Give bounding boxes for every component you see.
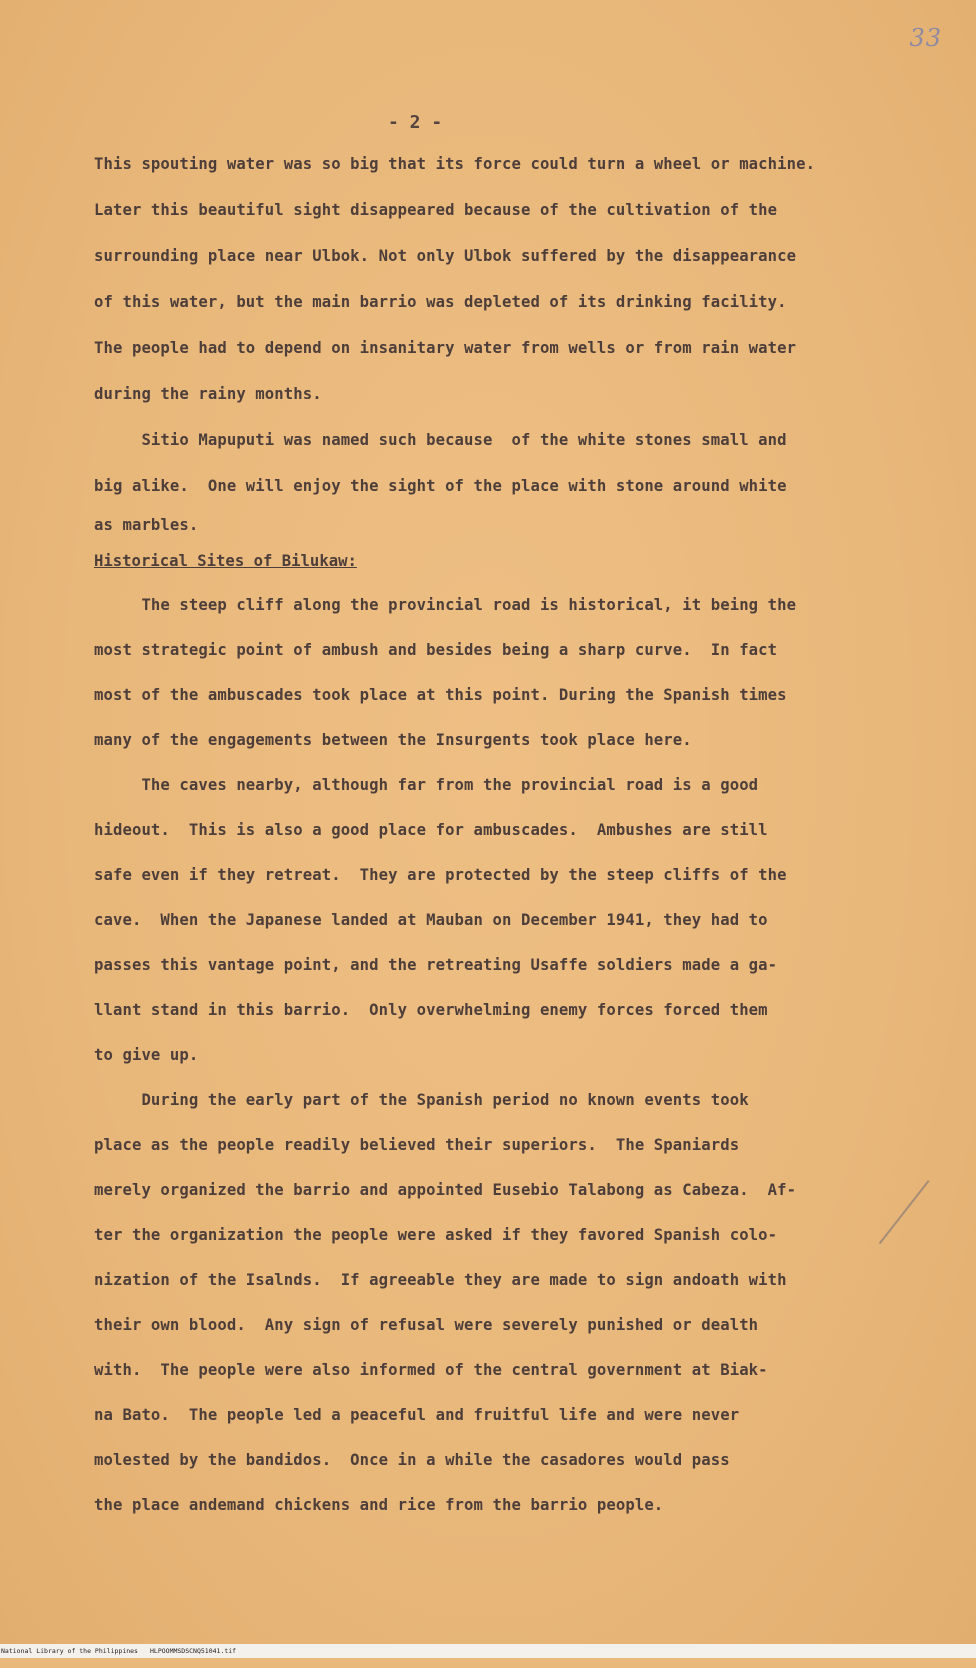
footer-file: HLPOOMMSDSCNQ51041.tif [150, 1647, 237, 1655]
text-line: surrounding place near Ulbok. Not only Ulbok suffered by the disappearance [94, 247, 797, 265]
text-line: passes this vantage point, and the retreating Usaffe soldiers made a ga- [94, 956, 778, 974]
text-line: Sitio Mapuputi was named such because of the white stones small and [94, 431, 787, 449]
text-line: This spouting water was so big that its force could turn a wheel or machine. [94, 155, 816, 173]
text-line: The people had to depend on insanitary water from wells or from rain water [94, 339, 797, 357]
text-line: as marbles. [94, 516, 199, 534]
text-line: the place andemand chickens and rice from the barrio people. [94, 1496, 664, 1514]
text-line: The steep cliff along the provincial road is historical, it being the [94, 596, 797, 614]
text-line: The caves nearby, although far from the provincial road is a good [94, 776, 759, 794]
text-line: merely organized the barrio and appointed Eusebio Talabong as Cabeza. Af- [94, 1181, 797, 1199]
text-line: with. The people were also informed of the central government at Biak- [94, 1361, 768, 1379]
text-line: safe even if they retreat. They are protected by the steep cliffs of the [94, 866, 787, 884]
text-line: ter the organization the people were asked if they favored Spanish colo- [94, 1226, 778, 1244]
text-line: most strategic point of ambush and besides being a sharp curve. In fact [94, 641, 778, 659]
text-line: place as the people readily believed their superiors. The Spaniards [94, 1136, 740, 1154]
text-line: their own blood. Any sign of refusal were severely punished or dealth [94, 1316, 759, 1334]
text-line: molested by the bandidos. Once in a while the casadores would pass [94, 1451, 730, 1469]
text-line: to give up. [94, 1046, 199, 1064]
text-line: During the early part of the Spanish period no known events took [94, 1091, 749, 1109]
text-line: cave. When the Japanese landed at Mauban on December 1941, they had to [94, 911, 768, 929]
section-heading: Historical Sites of Bilukaw: [94, 552, 357, 570]
text-line: big alike. One will enjoy the sight of the place with stone around white [94, 477, 787, 495]
margin-pencil-mark [879, 1180, 930, 1244]
text-line: hideout. This is also a good place for ambuscades. Ambushes are still [94, 821, 768, 839]
text-line: Later this beautiful sight disappeared because of the cultivation of the [94, 201, 778, 219]
text-line: most of the ambuscades took place at this point. During the Spanish times [94, 686, 787, 704]
text-line: na Bato. The people led a peaceful and fruitful life and were never [94, 1406, 740, 1424]
text-line: many of the engagements between the Insurgents took place here. [94, 731, 692, 749]
text-line: during the rainy months. [94, 385, 322, 403]
text-line: of this water, but the main barrio was depleted of its drinking facility. [94, 293, 787, 311]
text-line: llant stand in this barrio. Only overwhelming enemy forces forced them [94, 1001, 768, 1019]
text-line: nization of the Isalnds. If agreeable they are made to sign andoath with [94, 1271, 787, 1289]
scan-footer [0, 1644, 976, 1658]
folio-number: 33 [909, 24, 942, 52]
footer-library: National Library of the Philippines [1, 1647, 138, 1655]
page-number: - 2 - [388, 112, 443, 133]
